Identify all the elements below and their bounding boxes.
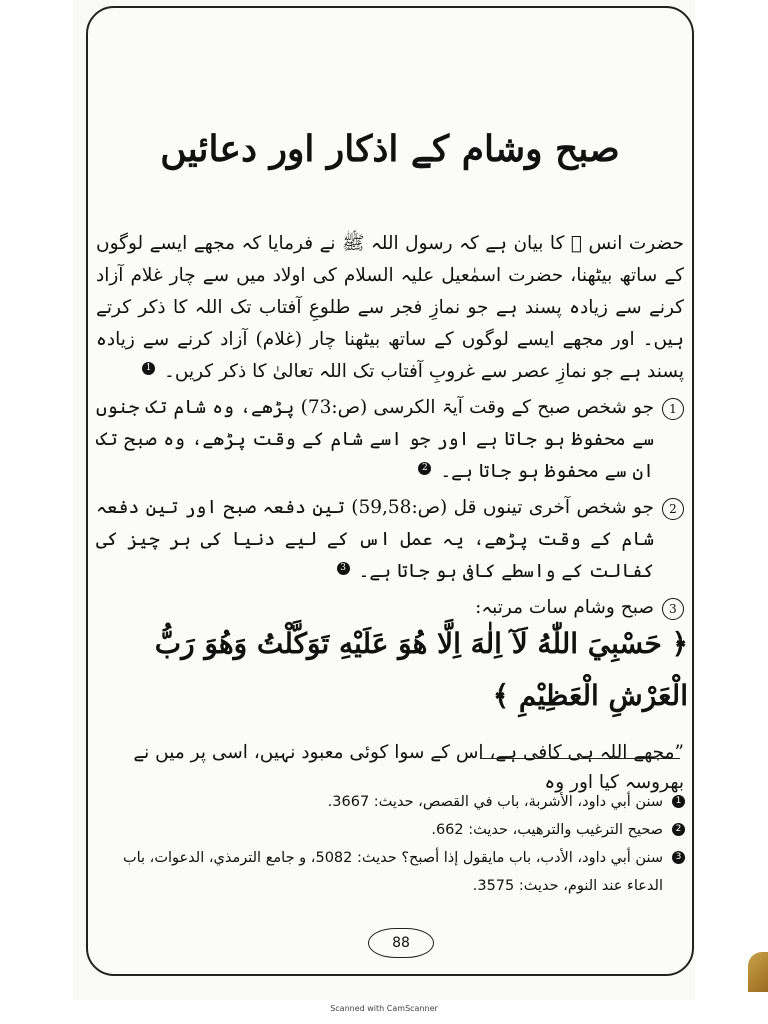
item-number: 2: [662, 498, 684, 520]
list-item-text: [96, 392, 654, 488]
footnote: [100, 816, 688, 844]
footnote: [100, 844, 688, 900]
scanner-watermark: Scanned with CamScanner: [330, 1004, 438, 1013]
book-cover-edge: [748, 952, 768, 992]
page-title: صبح وشام کے اذکار اور دعائیں: [160, 128, 620, 170]
list-item: [96, 492, 684, 588]
footnote-marker: 2: [418, 462, 431, 475]
footnote-number: 2: [672, 823, 685, 836]
translation-text: ”مجھے اللہ ہی کافی ہے، اس کے سوا کوئی معبود نہیں، اسی پر میں نے بھروسہ کیا اور وہ: [133, 742, 684, 793]
footnote-text: سنن أبي داود، الأدب، باب مايقول إذا أصبح؟ حديث: 5082، و جامع الترمذي، الدعوات، باب الدعاء عند النوم، حديث: 3575.: [122, 850, 663, 894]
item-text: جو شخص آخری تینوں قل (ص:59,58) تین دفعہ صبح اور تین دفعہ شام کے وقت پڑھے، یہ عمل اس کے لیے دنیا کی ہر چیز کی کفالت کے واسطے کافی ہو جاتا ہے۔: [96, 497, 654, 582]
footnote-marker: 3: [337, 562, 350, 575]
arabic-supplication: ﴿ حَسْبِيَ اللّٰهُ لَآ اِلٰهَ اِلَّا هُوَ عَلَيْهِ تَوَكَّلْتُ وَهُوَ رَبُّ الْعَرْشِ الْعَظِيْمِ ﴾: [154, 627, 688, 712]
intro-text: حضرت انس ﷜ کا بیان ہے کہ رسول اللہ ﷺ نے فرمایا کہ مجھے ایسے لوگوں کے ساتھ بیٹھنا، حضرت اسمٰعیل علیہ السلام کی اولاد میں سے چار غلام آزاد کرنے سے زیادہ پسند ہے جو نمازِ فجر سے طلوعِ آفتاب تک اللہ کا ذکر کرتے ہیں۔ اور مجھے ایسے لوگوں کے ساتھ بیٹھنا چار (غلام) آزاد کرنے سے زیادہ پسند ہے جو نمازِ عصر سے غروبِ آفتاب تک اللہ تعالیٰ کا ذکر کریں۔: [96, 233, 684, 382]
item-text: جو شخص صبح کے وقت آیۃ الکرسی (ص:73) پڑھے، وہ شام تک جنوں سے محفوظ ہو جاتا ہے اور جو اسے شام کے وقت پڑھے، وہ صبح تک ان سے محفوظ ہو جاتا ہے۔: [96, 397, 654, 482]
list-item-text: [96, 492, 654, 588]
item-text: صبح وشام سات مرتبہ:: [475, 597, 654, 618]
footnote-text: سنن أبي داود، الأشربة، باب في القصص، حديث: 3667.: [327, 794, 663, 810]
footnote-number: 3: [672, 851, 685, 864]
footnote-marker: 1: [142, 362, 155, 375]
list-item: [96, 392, 684, 488]
footnote-divider: [480, 758, 680, 759]
body-text: [96, 228, 684, 624]
intro-paragraph: [96, 228, 684, 388]
footnotes: [100, 788, 688, 900]
footnote-number: 1: [672, 795, 685, 808]
page-number: 88: [368, 928, 434, 958]
item-number: 3: [662, 598, 684, 620]
item-number: 1: [662, 398, 684, 420]
footnote-text: صحيح الترغيب والترهيب، حديث: 662.: [431, 822, 663, 838]
footnote: [100, 788, 688, 816]
